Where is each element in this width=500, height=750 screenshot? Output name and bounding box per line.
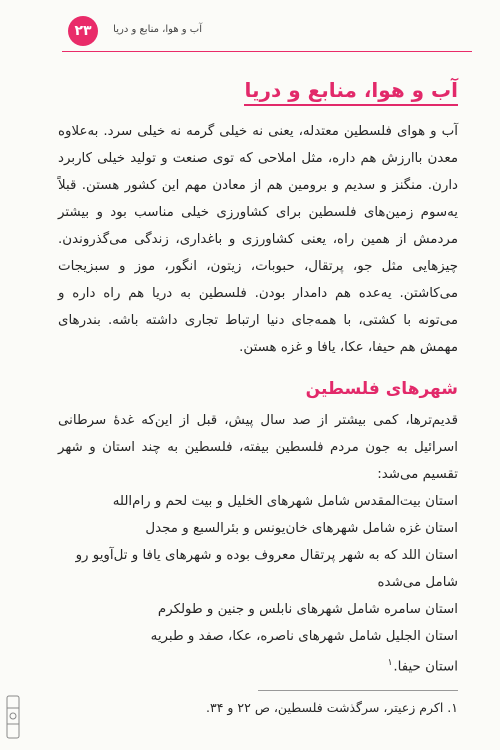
footnote-reference: ۱ <box>387 658 393 668</box>
province-item: استان اللد که به شهر پرتقال معروف بوده و شهرهای یافا و تل‌آویو رو شامل می‌شده <box>75 548 458 590</box>
cities-intro: قدیم‌ترها، کمی بیشتر از صد سال پیش، قبل از این‌که غدهٔ سرطانی اسرائیل به جون مردم فلسطین بیفته، فلسطین به چند استان و شهر تقسیم می‌شد: <box>58 413 458 482</box>
province-item-last <box>58 650 458 680</box>
province-item: استان سامره شامل شهرهای نابلس و جنین و طولکرم <box>157 602 458 617</box>
running-head: آب و هوا، منابع و دریا <box>113 24 202 35</box>
province-item: استان غزه شامل شهرهای خان‌یونس و بئرالسبع و مجدل <box>145 521 458 536</box>
publisher-logo-icon <box>4 694 24 740</box>
page-content <box>58 66 458 680</box>
province-item: استان الجلیل شامل شهرهای ناصره، عکا، صفد و طبریه <box>150 629 458 644</box>
section-paragraph: آب و هوای فلسطین معتدله، یعنی نه خیلی گرمه نه خیلی سرد. به‌علاوه معدن باارزش هم داره، مثل املاحی که توی صنعت و تولید خیلی کاربرد دارن. منگنز و سدیم و برومین هم از معادن مهم این کشور هستن. قبلاً یه‌سوم زمین‌های فلسطین برای کشاورزی خیلی مناسب بود و بیشتر مردمش از همین راه، یعنی کشاورزی و باغداری، زندگی می‌گذروندن. چیزهایی مثل جو، پرتقال، حبوبات، زیتون، انگور، موز و سبزیجات می‌کاشتن. یه‌عده هم دامدار بودن. فلسطین به دریا هم راه داره و می‌تونه با کشتی، با همه‌جای دنیا ارتباط تجاری داشته باشه. بندرهای مهمش هم حیفا، عکا، یافا و غزه هستن. <box>58 124 458 355</box>
footnote: ۱. اکرم زعیتر، سرگذشت فلسطین، ص ۲۲ و ۳۴. <box>206 700 458 715</box>
footnote-divider <box>258 690 458 691</box>
page-header <box>0 14 500 54</box>
province-item-text: استان حیفا. <box>393 659 458 675</box>
header-rule <box>62 51 472 52</box>
page-number-badge: ۲۳ <box>68 16 98 46</box>
province-item: استان بیت‌المقدس شامل شهرهای الخلیل و بیت لحم و رام‌الله <box>112 494 458 509</box>
section-title: آب و هوا، منابع و دریا <box>244 78 458 106</box>
cities-title: شهرهای فلسطین <box>305 379 458 399</box>
